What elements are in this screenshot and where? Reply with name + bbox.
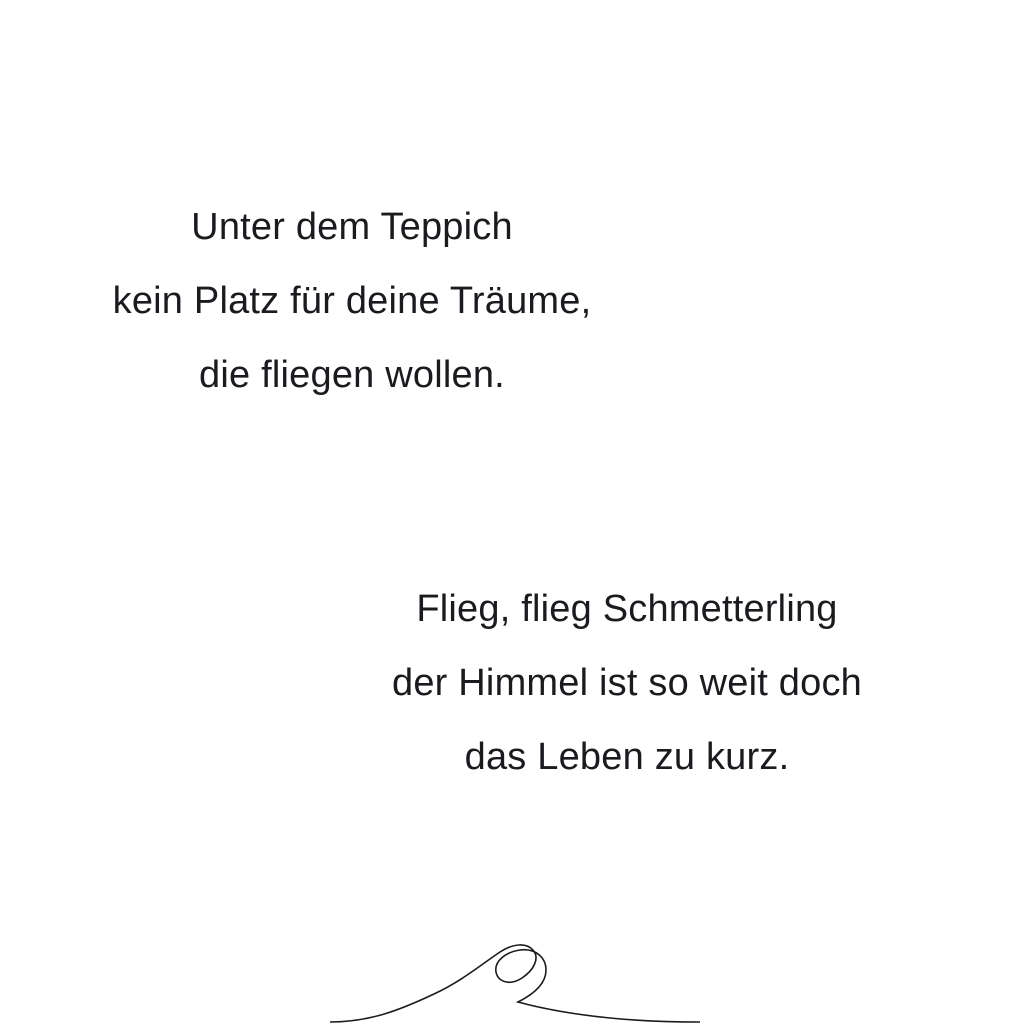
poem-stanza-two [250, 572, 1004, 794]
poem-line: die fliegen wollen. [199, 354, 505, 396]
poem-line: kein Platz für deine Träume, [112, 280, 592, 322]
poem-line: der Himmel ist so weit doch [392, 662, 862, 704]
poem-line: Flieg, flieg Schmetterling [416, 588, 838, 630]
poem-line: Unter dem Teppich [191, 206, 513, 248]
poem-line: das Leben zu kurz. [464, 736, 790, 778]
poem-stanza-one [0, 190, 704, 412]
heart-flourish-divider-icon [330, 930, 700, 1024]
